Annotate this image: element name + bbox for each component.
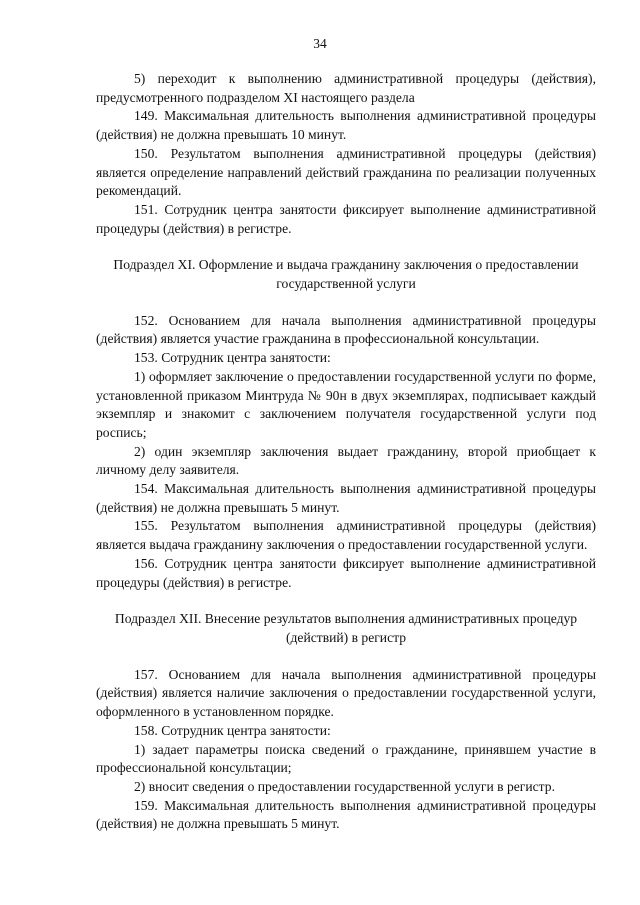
- paragraph: 2) вносит сведения о предоставлении государственной услуги в регистр.: [134, 778, 555, 794]
- paragraph: 152. Основанием для начала выполнения административной процедуры (действия) является участие гражданина в профессиональной консультации.: [96, 312, 596, 347]
- paragraph: 5) переходит к выполнению административной процедуры (действия), предусмотренного подразделом XI настоящего раздела: [96, 71, 596, 105]
- paragraph: 153. Сотрудник центра занятости:: [134, 350, 331, 366]
- paragraph: 150. Результатом выполнения административной процедуры (действия) является определение направлений действий гражданина по реализации полученных рекомендаций.: [96, 145, 596, 199]
- paragraph: 154. Максимальная длительность выполнения административной процедуры (действия) не должна превышать 5 минут.: [96, 481, 596, 515]
- page-number: 34: [313, 36, 327, 51]
- paragraph: 156. Сотрудник центра занятости фиксирует выполнение административной процедуры (действия) в регистре.: [96, 555, 596, 590]
- paragraph: 1) оформляет заключение о предоставлении государственной услуги по форме, установленной приказом Минтруда № 90н в двух экземплярах, подписывает каждый экземпляр и знакомит с заключением получателя государственной услуги под роспись;: [96, 368, 596, 440]
- document-body: [96, 70, 596, 834]
- section-heading-xi: Подраздел XI. Оформление и выдача гражданину заключения о предоставлении государственной услуги: [113, 257, 579, 292]
- paragraph: 151. Сотрудник центра занятости фиксирует выполнение административной процедуры (действия) в регистре.: [96, 201, 596, 236]
- paragraph: 159. Максимальная длительность выполнения административной процедуры (действия) не должна превышать 5 минут.: [96, 797, 596, 832]
- paragraph: 157. Основанием для начала выполнения административной процедуры (действия) является наличие заключения о предоставлении государственной услуги, оформленного в установленном порядке.: [96, 666, 596, 720]
- paragraph: 158. Сотрудник центра занятости:: [134, 722, 331, 738]
- paragraph: 149. Максимальная длительность выполнения административной процедуры (действия) не должна превышать 10 минут.: [96, 108, 596, 143]
- paragraph: 1) задает параметры поиска сведений о гражданине, принявшем участие в профессиональной консультации;: [96, 741, 596, 776]
- paragraph: 155. Результатом выполнения административной процедуры (действия) является выдача гражданину заключения о предоставлении государственной услуги.: [96, 518, 596, 553]
- paragraph: 2) один экземпляр заключения выдает гражданину, второй приобщает к личному делу заявителя.: [96, 443, 596, 478]
- section-heading-xii: Подраздел XII. Внесение результатов выполнения административных процедур (действий) в регистр: [114, 611, 578, 645]
